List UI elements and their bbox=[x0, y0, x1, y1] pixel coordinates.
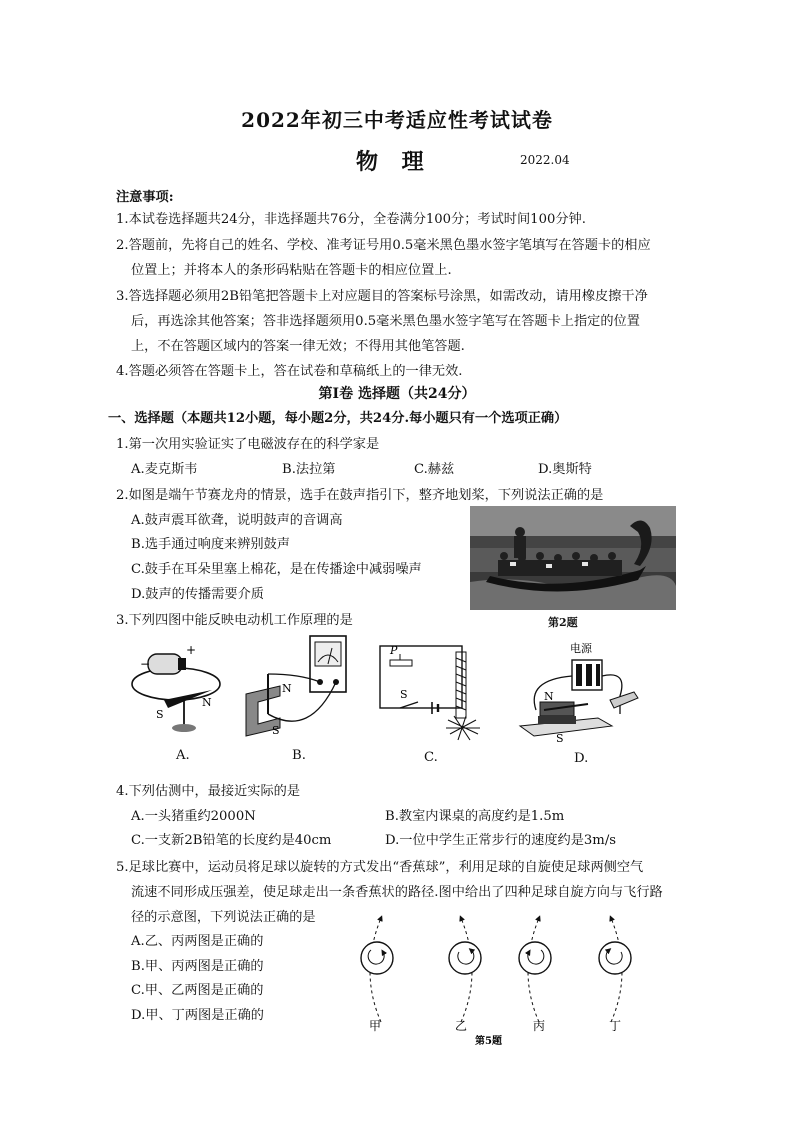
label-ding: 丁 bbox=[609, 1019, 622, 1033]
figure-d-motor-setup bbox=[516, 640, 646, 750]
svg-text:N: N bbox=[282, 682, 292, 695]
note-line-1: 1.本试卷选择题共24分，非选择题共76分，全卷满分100分；考试时间100分钟. bbox=[116, 212, 586, 227]
q2-stem: 2.如图是端午节赛龙舟的情景，选手在鼓声指引下，整齐地划桨，下列说法正确的是 bbox=[116, 488, 604, 503]
q2-option-d: D.鼓声的传播需要介质 bbox=[131, 587, 264, 602]
figure-q5-spin-paths bbox=[345, 912, 645, 1048]
figure-c-electromagnet bbox=[370, 640, 490, 744]
q1-option-d: D.奥斯特 bbox=[538, 462, 592, 477]
svg-text:S: S bbox=[400, 688, 408, 701]
q5-stem-line-1: 5.足球比赛中，运动员将足球以旋转的方式发出“香蕉球”，利用足球的自旋使足球两侧空气 bbox=[116, 860, 644, 875]
q5-option-a: A.乙、丙两图是正确的 bbox=[131, 934, 264, 949]
section-title: 第Ⅰ卷 选择题（共24分） bbox=[318, 386, 476, 402]
svg-text:+: + bbox=[186, 643, 197, 657]
svg-text:P: P bbox=[390, 644, 398, 657]
q3-stem: 3.下列四图中能反映电动机工作原理的是 bbox=[116, 613, 353, 628]
q5-option-c: C.甲、乙两图是正确的 bbox=[131, 983, 264, 998]
dragon-boat-photo bbox=[470, 506, 676, 610]
label-yi: 乙 bbox=[455, 1019, 468, 1033]
power-label: 电源 bbox=[570, 642, 592, 655]
q3-figure-a-label: A. bbox=[176, 748, 190, 763]
note-line-2: 2.答题前，先将自己的姓名、学校、准考证号用0.5毫米黑色墨水签字笔填写在答题卡的相应 bbox=[116, 238, 651, 253]
note-line-4: 3.答选择题必须用2B铅笔把答题卡上对应题目的答案标号涂黑，如需改动，请用橡皮擦干净 bbox=[116, 289, 648, 304]
q5-option-d: D.甲、丁两图是正确的 bbox=[131, 1008, 264, 1023]
q4-option-d: D.一位中学生正常步行的速度约是3m/s bbox=[385, 833, 617, 848]
svg-text:S: S bbox=[272, 724, 280, 737]
svg-text:S: S bbox=[156, 708, 164, 721]
q1-option-b: B.法拉第 bbox=[282, 462, 336, 477]
q1-stem: 1.第一次用实验证实了电磁波存在的科学家是 bbox=[116, 437, 380, 452]
note-line-6: 上，不在答题区域内的答案一律无效；不得用其他笔答题. bbox=[131, 339, 465, 354]
exam-date: 2022.04 bbox=[520, 153, 570, 167]
svg-text:S: S bbox=[556, 732, 564, 745]
q2-option-c: C.鼓手在耳朵里塞上棉花，是在传播途中减弱噪声 bbox=[131, 562, 422, 577]
part-heading: 一、选择题（本题共12小题，每小题2分，共24分.每小题只有一个选项正确） bbox=[108, 411, 568, 426]
label-jia: 甲 bbox=[369, 1019, 382, 1033]
q4-stem: 4.下列估测中，最接近实际的是 bbox=[116, 784, 301, 799]
q3-figure-d-label: D. bbox=[574, 751, 589, 766]
svg-text:N: N bbox=[202, 696, 212, 709]
q5-stem-line-3: 径的示意图，下列说法正确的是 bbox=[131, 910, 316, 925]
subject-title: 物 理 bbox=[356, 149, 432, 175]
q4-option-c: C.一支新2B铅笔的长度约是40cm bbox=[131, 833, 332, 848]
q1-option-c: C.赫兹 bbox=[414, 462, 455, 477]
q4-option-a: A.一头猪重约2000N bbox=[131, 809, 256, 824]
notes-heading: 注意事项: bbox=[116, 190, 174, 205]
q5-stem-line-2: 流速不同形成压强差，使足球走出一条香蕉状的路径.图中给出了四种足球自旋方向与飞行路 bbox=[131, 885, 663, 900]
figure-a-compass-coil bbox=[128, 638, 228, 738]
q4-option-b: B.教室内课桌的高度约是1.5m bbox=[385, 809, 565, 824]
q5-option-b: B.甲、丙两图是正确的 bbox=[131, 959, 264, 974]
q5-caption: 第5题 bbox=[475, 1036, 502, 1047]
exam-title: 2022年初三中考适应性考试试卷 bbox=[241, 108, 553, 132]
note-line-5: 后，再选涂其他答案；答非选择题须用0.5毫米黑色墨水签字笔写在答题卡上指定的位置 bbox=[131, 314, 640, 329]
note-line-3: 位置上；并将本人的条形码粘贴在答题卡的相应位置上. bbox=[131, 263, 452, 278]
q3-figure-c-label: C. bbox=[424, 750, 438, 765]
label-bing: 丙 bbox=[533, 1019, 546, 1033]
q2-option-b: B.选手通过响度来辨别鼓声 bbox=[131, 537, 290, 552]
q1-option-a: A.麦克斯韦 bbox=[131, 462, 198, 477]
q2-caption: 第2题 bbox=[548, 616, 578, 629]
svg-text:−: − bbox=[140, 657, 151, 671]
note-line-7: 4.答题必须答在答题卡上，答在试卷和草稿纸上的一律无效. bbox=[116, 364, 463, 379]
q3-figure-b-label: B. bbox=[292, 748, 306, 763]
figure-b-galvanometer-magnet bbox=[240, 634, 352, 744]
svg-text:N: N bbox=[544, 690, 554, 703]
q2-option-a: A.鼓声震耳欲聋，说明鼓声的音调高 bbox=[131, 513, 343, 528]
